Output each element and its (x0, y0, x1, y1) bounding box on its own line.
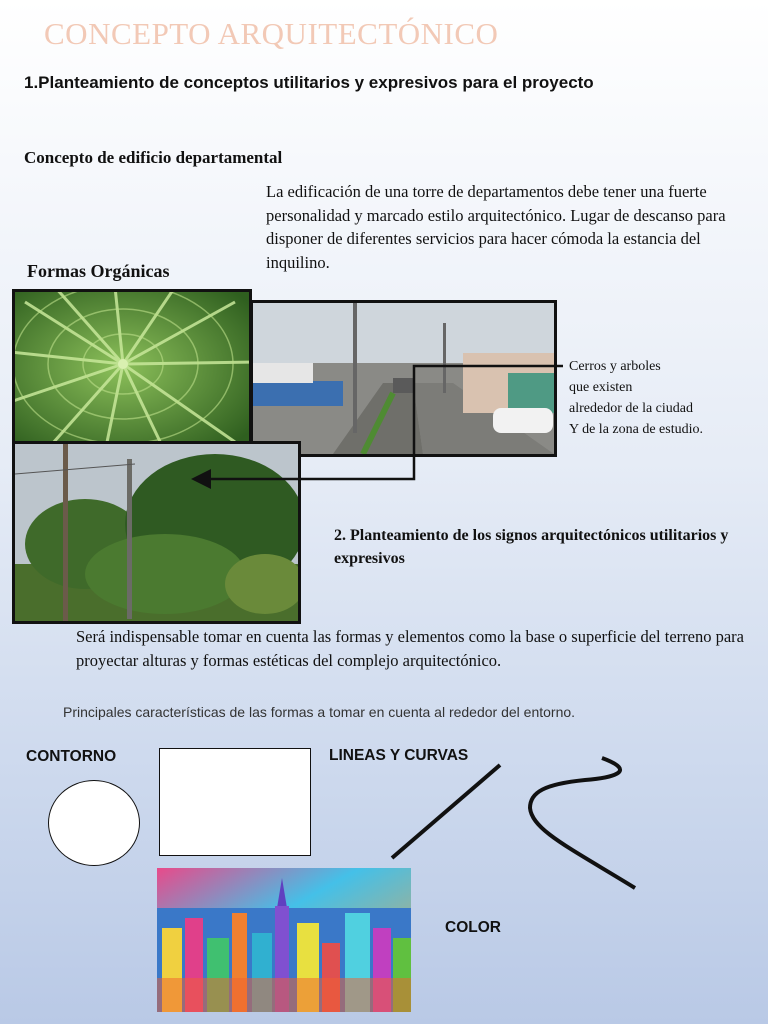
building-concept-paragraph: La edificación de una torre de departamentos debe tener una fuerte personalidad y marcado estilo arquitectónico. Lugar de descanso para disponer de diferentes servicios para hacer cómoda la estancia del inquilino. (266, 182, 726, 272)
hills-caption (569, 356, 759, 440)
s-curve (530, 758, 635, 888)
line-curve-shapes (380, 750, 650, 900)
circle-shape (48, 780, 140, 866)
characteristics-note: Principales características de las formas a tomar en cuenta al rededor del entorno. (63, 704, 576, 720)
caption-line: Cerros y arboles (569, 359, 661, 374)
lineas-curvas-label: LINEAS Y CURVAS (329, 747, 469, 764)
building-concept-heading: Concepto de edificio departamental (24, 148, 283, 167)
section2-heading: 2. Planteamiento de los signos arquitectónicos utilitarios y expresivos (334, 527, 729, 567)
square-shape (159, 748, 311, 856)
straight-line (392, 765, 500, 858)
organic-forms-label: Formas Orgánicas (27, 261, 170, 281)
page-title: CONCEPTO ARQUITECTÓNICO (44, 16, 499, 51)
section1-heading: 1.Planteamiento de conceptos utilitarios y expresivos para el proyecto (24, 73, 594, 92)
terrain-paragraph: Será indispensable tomar en cuenta las formas y elementos como la base o superficie del terreno para proyectar alturas y formas estéticas del complejo arquitectónico. (76, 627, 744, 670)
caption-line: alrededor de la ciudad (569, 401, 693, 416)
caption-line: que existen (569, 380, 633, 395)
arrow-to-trees (196, 366, 563, 479)
colorful-city-image (157, 868, 411, 1012)
caption-line: Y de la zona de estudio. (569, 422, 703, 437)
contorno-label: CONTORNO (26, 748, 117, 765)
color-label: COLOR (445, 919, 501, 936)
